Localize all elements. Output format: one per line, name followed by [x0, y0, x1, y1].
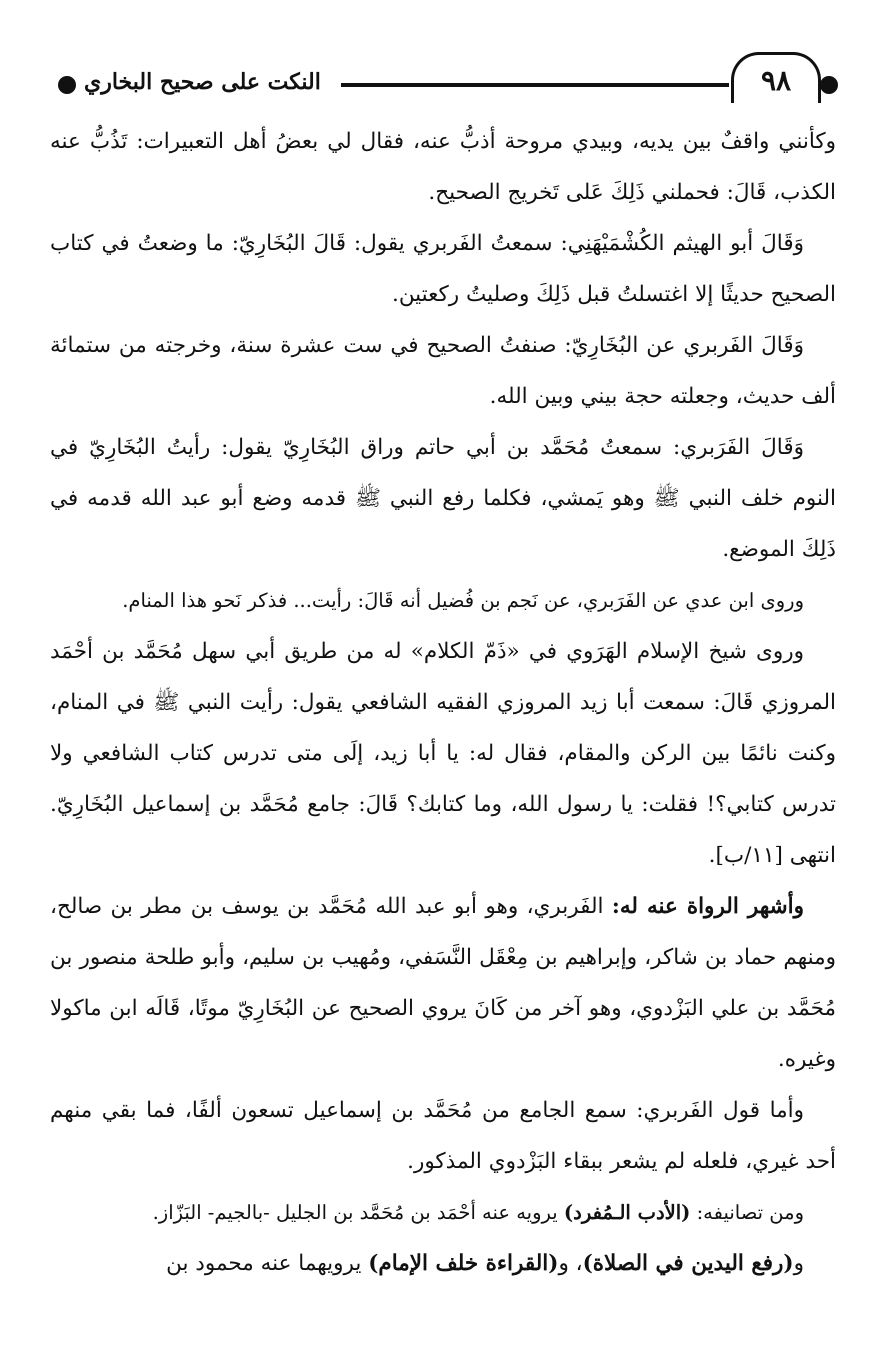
paragraph-text: يرويه عنه أحْمَد بن مُحَمَّد بن الجليل -بالجيم- البَزّاز. — [152, 1201, 564, 1224]
paragraph — [50, 1187, 836, 1238]
bullet-dot-right — [820, 76, 838, 94]
paragraph — [50, 881, 836, 1085]
paragraph: وَقَالَ أبو الهيثم الكُشْمَيْهَنِي: سمعتُ الفَربري يقول: قَالَ البُخَارِيّ: ما وضعتُ في كتاب الصحيح حديثًا إلا اغتسلتُ قبل ذَلِكَ وصليتُ ركعتين. — [50, 231, 836, 307]
paragraph: وَقَالَ الفَرَبري: سمعتُ مُحَمَّد بن أبي حاتم وراق البُخَارِيّ يقول: رأيتُ البُخَارِيّ في النوم خلف النبي ﷺ وهو يَمشي، فكلما رفع النبي ﷺ قدمه وضع أبو عبد الله قدمه في ذَلِكَ الموضع. — [50, 435, 836, 562]
paragraph: وروى شيخ الإسلام الهَرَوي في «ذَمّ الكلام» له من طريق أبي سهل مُحَمَّد بن أحْمَد المروزي قَالَ: سمعت أبا زيد المروزي الفقيه الشافعي يقول: رأيت النبي ﷺ في المنام، وكنت نائمًا بين الركن والمقام، فقال له: يا أبا زيد، إلَى متى تدرس كتاب الشافعي ولا تدرس كتابي؟! فقلت: يا رسول الله، وما كتابك؟ قَالَ: جامع مُحَمَّد بن إسماعيل البُخَارِيّ. انتهى [١١/ب]. — [50, 639, 836, 868]
bold-lead: وأشهر الرواة عنه له: — [611, 894, 805, 919]
page-body — [50, 116, 836, 1289]
paragraph-text: يرويهما عنه محمود بن — [166, 1251, 369, 1276]
book-title: النكت على صحيح البخاري — [84, 69, 321, 95]
running-header — [58, 52, 838, 116]
book-name: (رفع اليدين في الصلاة) — [582, 1251, 794, 1276]
page-number: ٩٨ — [731, 52, 821, 103]
paragraph-text: ومن تصانيفه: — [690, 1201, 804, 1224]
paragraph-text: ، و — [558, 1251, 583, 1276]
paragraph-text: الفَربري، وهو أبو عبد الله مُحَمَّد بن يوسف بن مطر بن صالح، ومنهم حماد بن شاكر، وإبراهيم بن مِعْقَل النَّسَفي، ومُهيب بن سليم، وأبو طلحة منصور بن مُحَمَّد بن علي البَزْدوي، وهو آخر من كَانَ يروي الصحيح عن البُخَارِيّ موتًا، قَالَه ابن ماكولا وغيره. — [50, 894, 836, 1072]
paragraph: وَقَالَ الفَربري عن البُخَارِيّ: صنفتُ الصحيح في ست عشرة سنة، وخرجته من ستمائة ألف حديث، وجعلته حجة بيني وبين الله. — [50, 333, 836, 409]
paragraph: وروى ابن عدي عن الفَرَبري، عن نَجم بن فُضيل أنه قَالَ: رأيت... فذكر نَحو هذا المنام. — [122, 589, 804, 612]
header-rule — [341, 83, 729, 87]
paragraph: وكأنني واقفٌ بين يديه، وبيدي مروحة أذبُّ عنه، فقال لي بعضُ أهل التعبيرات: تَذُبُّ عنه الكذب، قَالَ: فحملني ذَلِكَ عَلى تَخريج الصحيح. — [50, 129, 836, 205]
bullet-dot-left — [58, 76, 76, 94]
paragraph — [50, 1238, 836, 1289]
paragraph: وأما قول الفَربري: سمع الجامع من مُحَمَّد بن إسماعيل تسعون ألفًا، فما بقي منهم أحد غيري، فلعله لم يشعر ببقاء البَزْدوي المذكور. — [50, 1098, 836, 1174]
book-name: (القراءة خلف الإمام) — [368, 1251, 559, 1276]
book-name: (الأدب الـمُفرد) — [563, 1201, 691, 1224]
paragraph-text: و — [793, 1251, 804, 1276]
